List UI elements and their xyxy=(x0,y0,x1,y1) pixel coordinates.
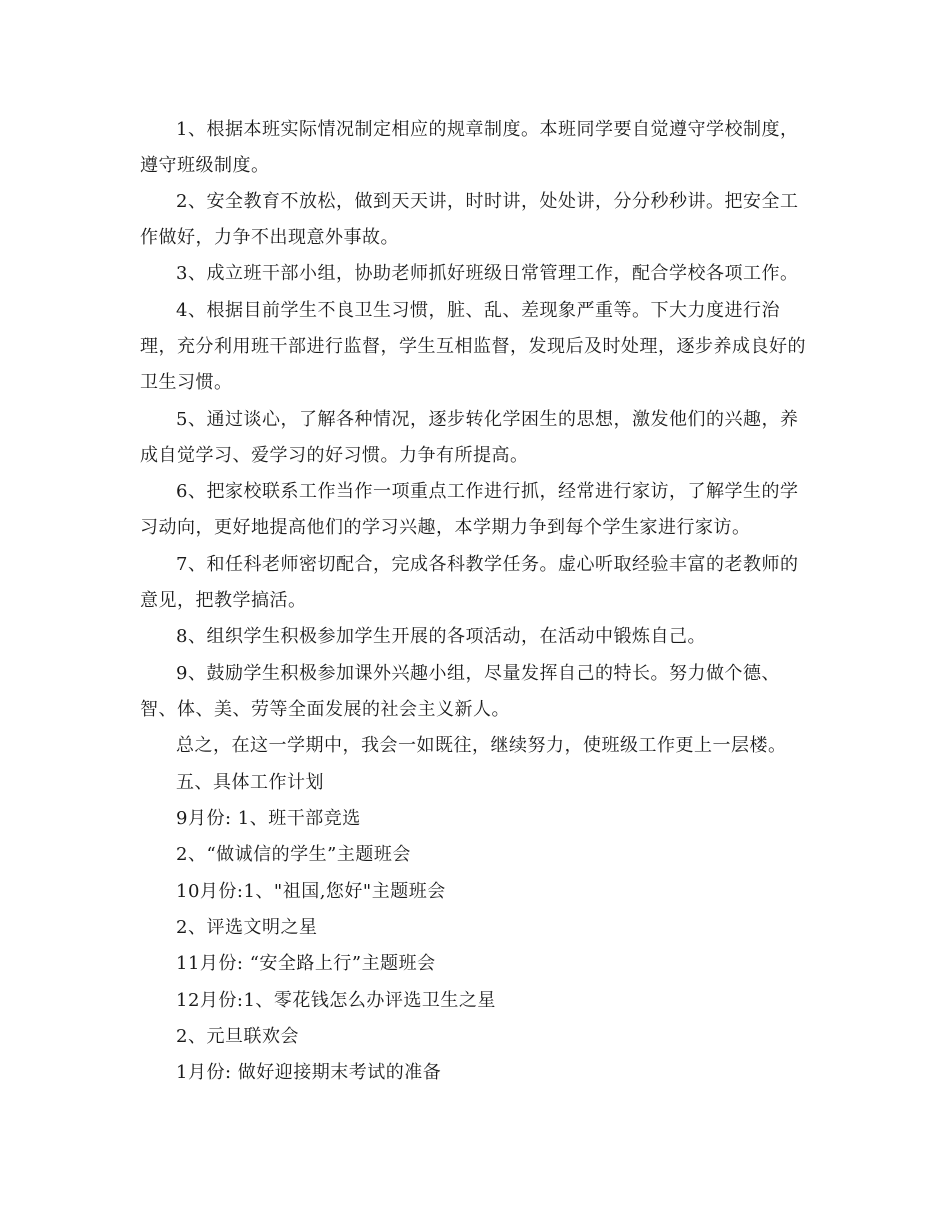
paragraph-4-line-1: 4、根据目前学生不良卫生习惯，脏、乱、差现象严重等。下大力度进行治 xyxy=(176,300,780,321)
plan-december-item-2: 2、元旦联欢会 xyxy=(176,1026,299,1047)
plan-december: 12月份:1、零花钱怎么办评选卫生之星 xyxy=(176,990,496,1011)
paragraph-9-line-1: 9、鼓励学生积极参加课外兴趣小组，尽量发挥自己的特长。努力做个德、 xyxy=(176,663,780,684)
paragraph-7-line-1: 7、和任科老师密切配合，完成各科教学任务。虚心听取经验丰富的老教师的 xyxy=(176,554,799,575)
paragraph-9-line-2: 智、体、美、劳等全面发展的社会主义新人。 xyxy=(140,699,510,720)
paragraph-8-line-1: 8、组织学生积极参加学生开展的各项活动，在活动中锻炼自己。 xyxy=(176,626,706,647)
summary-line: 总之，在这一学期中，我会一如既往，继续努力，使班级工作更上一层楼。 xyxy=(176,735,787,756)
paragraph-3-line-1: 3、成立班干部小组，协助老师抓好班级日常管理工作，配合学校各项工作。 xyxy=(176,263,799,284)
plan-september: 9月份: 1、班干部竞选 xyxy=(176,808,361,829)
paragraph-2-line-2: 作做好，力争不出现意外事故。 xyxy=(140,227,399,248)
paragraph-6-line-1: 6、把家校联系工作当作一项重点工作进行抓，经常进行家访，了解学生的学 xyxy=(176,481,799,502)
plan-january: 1月份: 做好迎接期末考试的准备 xyxy=(176,1062,442,1083)
paragraph-5-line-2: 成自觉学习、爱学习的好习惯。力争有所提高。 xyxy=(140,445,529,466)
paragraph-4-line-2: 理，充分利用班干部进行监督，学生互相监督，发现后及时处理，逐步养成良好的 xyxy=(140,336,806,357)
paragraph-4-line-3: 卫生习惯。 xyxy=(140,372,233,393)
plan-october: 10月份:1、"祖国,您好"主题班会 xyxy=(176,881,446,902)
paragraph-6-line-2: 习动向，更好地提高他们的学习兴趣，本学期力争到每个学生家进行家访。 xyxy=(140,517,751,538)
plan-november: 11月份: “安全路上行”主题班会 xyxy=(176,953,436,974)
plan-october-item-2: 2、评选文明之星 xyxy=(176,917,318,938)
paragraph-1-line-2: 遵守班级制度。 xyxy=(140,155,270,176)
paragraph-1-line-1: 1、根据本班实际情况制定相应的规章制度。本班同学要自觉遵守学校制度， xyxy=(176,119,799,140)
paragraph-7-line-2: 意见，把教学搞活。 xyxy=(140,590,307,611)
plan-september-item-2: 2、“做诚信的学生”主题班会 xyxy=(176,844,411,865)
paragraph-5-line-1: 5、通过谈心，了解各种情况，逐步转化学困生的思想，激发他们的兴趣，养 xyxy=(176,409,799,430)
paragraph-2-line-1: 2、安全教育不放松，做到天天讲，时时讲，处处讲，分分秒秒讲。把安全工 xyxy=(176,191,799,212)
section-heading: 五、具体工作计划 xyxy=(176,772,324,793)
